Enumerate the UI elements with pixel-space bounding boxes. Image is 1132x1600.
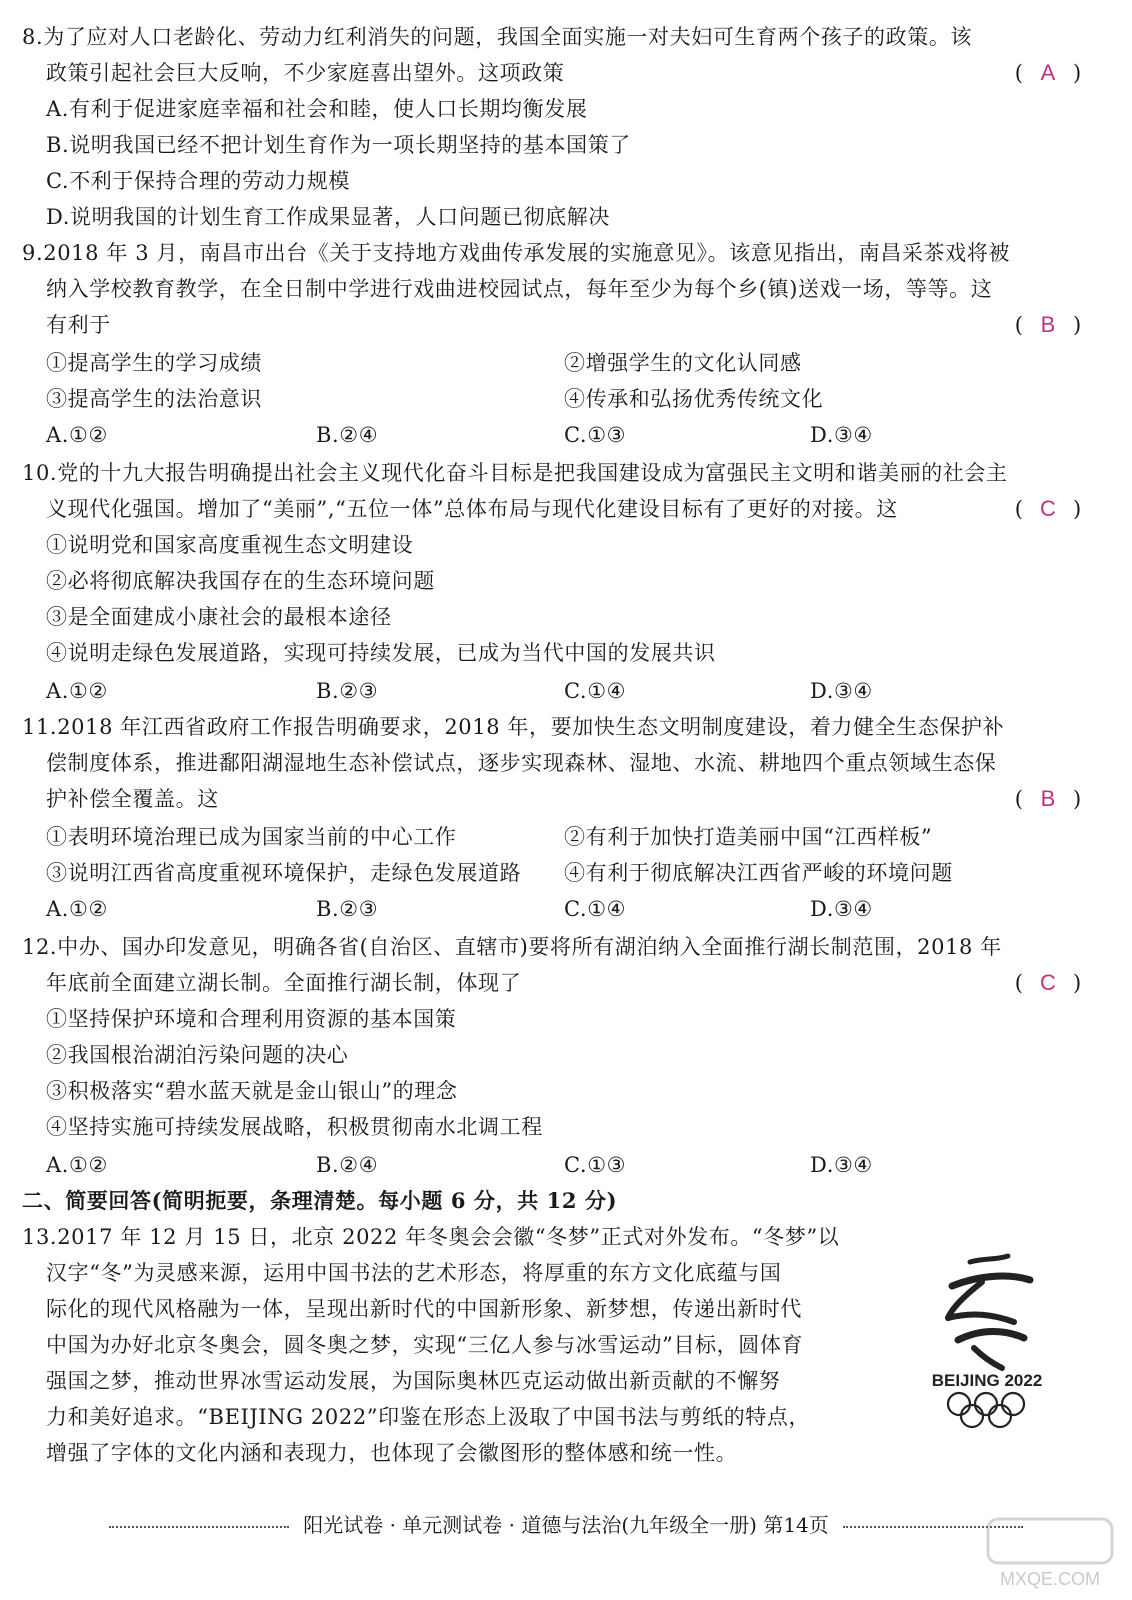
q12-item-3: ③积极落实“碧水蓝天就是金山银山”的理念	[46, 1079, 458, 1103]
q10-item-2: ②必将彻底解决我国存在的生态环境问题	[46, 569, 435, 593]
q11-line-2: 偿制度体系，推进鄱阳湖湿地生态补偿试点，逐步实现森林、湿地、水流、耕地四个重点领域生态保	[46, 751, 997, 775]
q10-choice-a: A.①②	[46, 679, 108, 703]
q10-item-4: ④说明走绿色发展道路，实现可持续发展，已成为当代中国的发展共识	[46, 641, 716, 665]
beijing-2022-emblem	[912, 1252, 1062, 1432]
q9-choice-d: D.③④	[810, 423, 873, 447]
q11-choice-d: D.③④	[810, 897, 873, 921]
q8-option-b: B.说明我国已经不把计划生育作为一项长期坚持的基本国策了	[46, 133, 631, 157]
emblem-text: BEIJING 2022	[931, 1371, 1043, 1390]
q12-choice-a: A.①②	[46, 1153, 108, 1177]
q9-item-1: ①提高学生的学习成绩	[46, 351, 262, 375]
q12-item-4: ④坚持实施可持续发展战略，积极贯彻南水北调工程	[46, 1115, 543, 1139]
q12-line-1: 12.中办、国办印发意见，明确各省(自治区、直辖市)要将所有湖泊纳入全面推行湖长制范围，2018 年	[22, 935, 1002, 959]
q10-answer: ( C )	[1000, 494, 1096, 524]
q11-answer-letter: B	[1040, 786, 1056, 811]
q9-choice-b: B.②④	[316, 423, 379, 447]
q12-choice-c: C.①③	[564, 1153, 627, 1177]
q11-choice-b: B.②③	[316, 897, 379, 921]
q12-choice-b: B.②④	[316, 1153, 379, 1177]
q13-line-1: 13.2017 年 12 月 15 日，北京 2022 年冬奥会会徽“冬梦”正式对外发布。“冬梦”以	[22, 1225, 840, 1249]
footer-text: 阳光试卷 · 单元测试卷 · 道德与法治(九年级全一册) 第14页	[303, 1513, 829, 1537]
q11-line-3: 护补偿全覆盖。这	[46, 787, 219, 811]
q8-line-2: 政策引起社会巨大反响，不少家庭喜出望外。这项政策	[46, 61, 565, 85]
q8-answer-letter: A	[1040, 60, 1056, 85]
q10-item-3: ③是全面建成小康社会的最根本途径	[46, 605, 392, 629]
q12-item-1: ①坚持保护环境和合理利用资源的基本国策	[46, 1007, 457, 1031]
q9-item-2: ②增强学生的文化认同感	[564, 351, 802, 375]
q9-item-3: ③提高学生的法治意识	[46, 387, 262, 411]
q10-line-2: 义现代化强国。增加了“美丽”,“五位一体”总体布局与现代化建设目标有了更好的对接。这	[46, 497, 898, 521]
q13-line-7: 增强了字体的文化内涵和表现力，也体现了会徽图形的整体感和统一性。	[46, 1441, 738, 1465]
q10-answer-letter: C	[1040, 496, 1056, 521]
q13-line-4: 中国为办好北京冬奥会，圆冬奥之梦，实现“三亿人参与冰雪运动”目标，圆体育	[46, 1333, 804, 1357]
q10-choice-b: B.②③	[316, 679, 379, 703]
q12-answer-letter: C	[1040, 970, 1056, 995]
watermark-text: MXQE.COM	[999, 1569, 1101, 1589]
page-footer	[22, 1510, 1110, 1540]
q13-line-2: 汉字“冬”为灵感来源，运用中国书法的艺术形态，将厚重的东方文化底蕴与国	[46, 1261, 782, 1285]
winter-olympics-logo-icon	[912, 1252, 1062, 1432]
section-2-heading: 二、简要回答(简明扼要，条理清楚。每小题 6 分，共 12 分)	[22, 1188, 618, 1213]
q10-choice-c: C.①④	[564, 679, 627, 703]
q12-item-2: ②我国根治湖泊污染问题的决心	[46, 1043, 349, 1067]
q11-answer: ( B )	[1000, 784, 1096, 814]
q10-line-1: 10.党的十九大报告明确提出社会主义现代化奋斗目标是把我国建设成为富强民主文明和谐美丽的社会主	[22, 461, 1008, 485]
q11-item-4: ④有利于彻底解决江西省严峻的环境问题	[564, 861, 953, 885]
q10-item-1: ①说明党和国家高度重视生态文明建设	[46, 533, 414, 557]
q11-choice-a: A.①②	[46, 897, 108, 921]
q8-option-c: C.不利于保持合理的劳动力规模	[46, 169, 350, 193]
q9-answer-letter: B	[1040, 312, 1056, 337]
q9-line-1: 9.2018 年 3 月，南昌市出台《关于支持地方戏曲传承发展的实施意见》。该意见指出，南昌采茶戏将被	[22, 241, 1010, 265]
q12-answer: ( C )	[1000, 968, 1096, 998]
q12-choice-d: D.③④	[810, 1153, 873, 1177]
q9-answer: ( B )	[1000, 310, 1096, 340]
q9-line-3: 有利于	[46, 313, 111, 337]
q10-choice-d: D.③④	[810, 679, 873, 703]
q11-item-2: ②有利于加快打造美丽中国“江西样板”	[564, 825, 933, 849]
q13-line-6: 力和美好追求。“BEIJING 2022”印鉴在形态上汲取了中国书法与剪纸的特点，	[46, 1405, 811, 1429]
q8-line-1: 8.为了应对人口老龄化、劳动力红利消失的问题，我国全面实施一对夫妇可生育两个孩子的政策。该	[22, 25, 973, 49]
q8-option-d: D.说明我国的计划生育工作成果显著，人口问题已彻底解决	[46, 205, 610, 229]
footer-dots-left	[109, 1526, 289, 1528]
q9-item-4: ④传承和弘扬优秀传统文化	[564, 387, 824, 411]
q12-line-2: 年底前全面建立湖长制。全面推行湖长制，体现了	[46, 971, 522, 995]
q11-choice-c: C.①④	[564, 897, 627, 921]
watermark	[980, 1515, 1120, 1595]
q8-answer: ( A )	[1000, 58, 1096, 88]
watermark-stamp-icon	[980, 1515, 1120, 1595]
q11-line-1: 11.2018 年江西省政府工作报告明确要求，2018 年，要加快生态文明制度建设，着力健全生态保护补	[22, 715, 1005, 739]
q9-choice-a: A.①②	[46, 423, 108, 447]
q11-item-1: ①表明环境治理已成为国家当前的中心工作	[46, 825, 457, 849]
q9-line-2: 纳入学校教育教学，在全日制中学进行戏曲进校园试点，每年至少为每个乡(镇)送戏一场，等等。这	[46, 277, 993, 301]
q9-choice-c: C.①③	[564, 423, 627, 447]
q8-option-a: A.有利于促进家庭幸福和社会和睦，使人口长期均衡发展	[46, 97, 588, 121]
q11-item-3: ③说明江西省高度重视环境保护，走绿色发展道路	[46, 861, 522, 885]
q13-line-5: 强国之梦，推动世界冰雪运动发展，为国际奥林匹克运动做出新贡献的不懈努	[46, 1369, 781, 1393]
q13-line-3: 际化的现代风格融为一体，呈现出新时代的中国新形象、新梦想，传递出新时代	[46, 1297, 802, 1321]
